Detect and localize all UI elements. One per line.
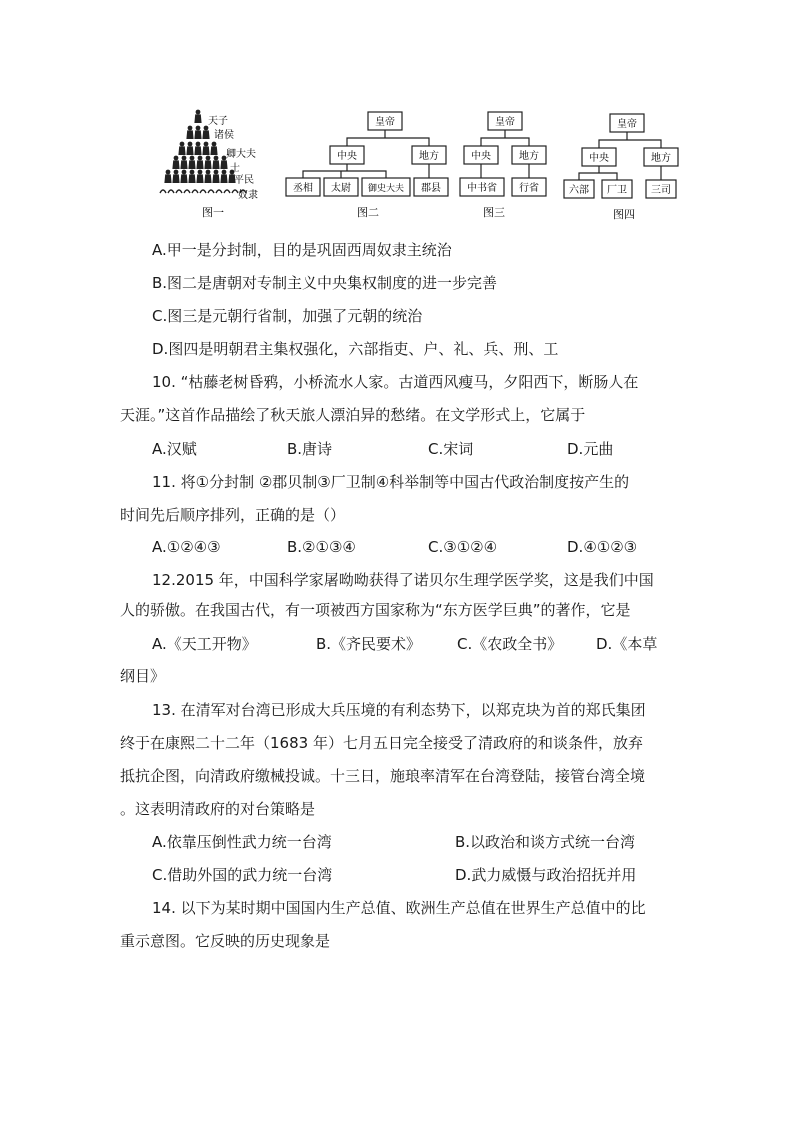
- q11-option-a: A.①②④③: [152, 538, 221, 556]
- q14-stem-cont: 重示意图。它反映的历史现象是: [120, 932, 331, 950]
- node-local: 地方: [651, 153, 671, 164]
- q10-option-c: C.宋词: [428, 440, 474, 458]
- q11-option-d: D.④①②③: [567, 538, 638, 556]
- figure-caption: 图四: [613, 208, 635, 221]
- node-office: 行省: [519, 183, 539, 194]
- node-emperor: 皇帝: [617, 119, 637, 130]
- q13-option-b: B.以政治和谈方式统一台湾: [455, 833, 636, 851]
- q13-stem-cont: 抵抗企图，向清政府缴械投诚。十三日，施琅率清军在台湾登陆，接管台湾全境: [120, 767, 646, 785]
- node-office: 御史大夫: [367, 184, 405, 194]
- figure-1-pyramid: [160, 110, 258, 219]
- node-office: 丞相: [293, 183, 313, 194]
- q13-stem: 13. 在清军对台湾已形成大兵压境的有利态势下，以郑克块为首的郑氏集团: [152, 701, 646, 719]
- q11-stem-cont: 时间先后顺序排列，正确的是（）: [120, 506, 346, 524]
- figure-caption: 图一: [202, 206, 224, 219]
- node-office: 中书省: [467, 183, 497, 194]
- q9-option-c: C.图三是元朝行省制，加强了元朝的统治: [152, 307, 423, 325]
- node-central: 中央: [337, 151, 357, 162]
- q12-stem-cont: 人的骄傲。在我国古代，有一项被西方国家称为“东方医学巨典”的著作，它是: [120, 601, 631, 619]
- q12-option-c: C.《农政全书》: [457, 635, 563, 653]
- node-local: 地方: [519, 151, 539, 162]
- q14-stem: 14. 以下为某时期中国国内生产总值、欧洲生产总值在世界生产总值中的比: [152, 899, 646, 917]
- node-office: 太尉: [331, 183, 351, 194]
- q13-option-d: D.武力威慑与政治招抚并用: [455, 866, 637, 884]
- q12-option-d-cont: 纲目》: [120, 667, 166, 685]
- q10-option-d: D.元曲: [567, 440, 614, 458]
- q13-stem-cont: 终于在康熙二十二年（1683 年）七月五日完全接受了清政府的和谈条件，放弃: [120, 734, 643, 752]
- rank-label: 奴隶: [238, 190, 258, 201]
- figure-caption: 图三: [483, 206, 505, 219]
- q11-option-c: C.③①②④: [428, 538, 498, 556]
- node-office: 厂卫: [607, 185, 627, 196]
- q12-option-d: D.《本草: [596, 635, 658, 653]
- q13-option-c: C.借助外国的武力统一台湾: [152, 866, 333, 884]
- node-office: 郡县: [421, 183, 441, 194]
- q11-stem: 11. 将①分封制 ②郡贝制③厂卫制④科举制等中国古代政治制度按产生的: [152, 473, 630, 491]
- q10-option-a: A.汉赋: [152, 440, 197, 458]
- rank-label: 诸侯: [214, 130, 234, 141]
- q9-option-d: D.图四是明朝君主集权强化，六部指吏、户、礼、兵、刑、工: [152, 340, 559, 358]
- rank-label: 天子: [208, 116, 228, 127]
- rank-label: 平民: [234, 175, 254, 186]
- figure-4-chart: [564, 114, 678, 221]
- q9-option-b: B.图二是唐朝对专制主义中央集权制度的进一步完善: [152, 274, 498, 292]
- rank-label: 士: [230, 163, 240, 174]
- q12-option-b: B.《齐民要术》: [316, 635, 422, 653]
- node-office: 三司: [651, 185, 671, 196]
- q10-stem-cont: 天涯。”这首作品描绘了秋天旅人漂泊异的愁绪。在文学形式上，它属于: [120, 406, 586, 424]
- figures-svg: [150, 100, 690, 230]
- q13-stem-cont: 。这表明清政府的对台策略是: [120, 800, 316, 818]
- q13-option-a: A.依靠压倒性武力统一台湾: [152, 833, 332, 851]
- q11-option-b: B.②①③④: [287, 538, 356, 556]
- figure-caption: 图二: [357, 206, 379, 219]
- q10-stem: 10. “枯藤老树昏鸦，小桥流水人家。古道西风瘦马，夕阳西下，断肠人在: [152, 373, 639, 391]
- figures-panel: [150, 100, 690, 230]
- figure-3-chart: [460, 112, 546, 219]
- node-emperor: 皇帝: [495, 117, 515, 128]
- node-central: 中央: [471, 151, 491, 162]
- figure-2-chart: [286, 112, 448, 219]
- node-central: 中央: [589, 153, 609, 164]
- node-office: 六部: [569, 185, 589, 196]
- q12-stem: 12.2015 年，中国科学家屠呦呦获得了诺贝尔生理学医学奖，这是我们中国: [152, 571, 654, 589]
- q9-option-a: A.甲一是分封制，目的是巩固西周奴隶主统治: [152, 241, 452, 259]
- node-local: 地方: [419, 151, 439, 162]
- rank-label: 卿大夫: [226, 149, 256, 160]
- q10-option-b: B.唐诗: [287, 440, 333, 458]
- q12-option-a: A.《天工开物》: [152, 635, 257, 653]
- node-emperor: 皇帝: [375, 117, 395, 128]
